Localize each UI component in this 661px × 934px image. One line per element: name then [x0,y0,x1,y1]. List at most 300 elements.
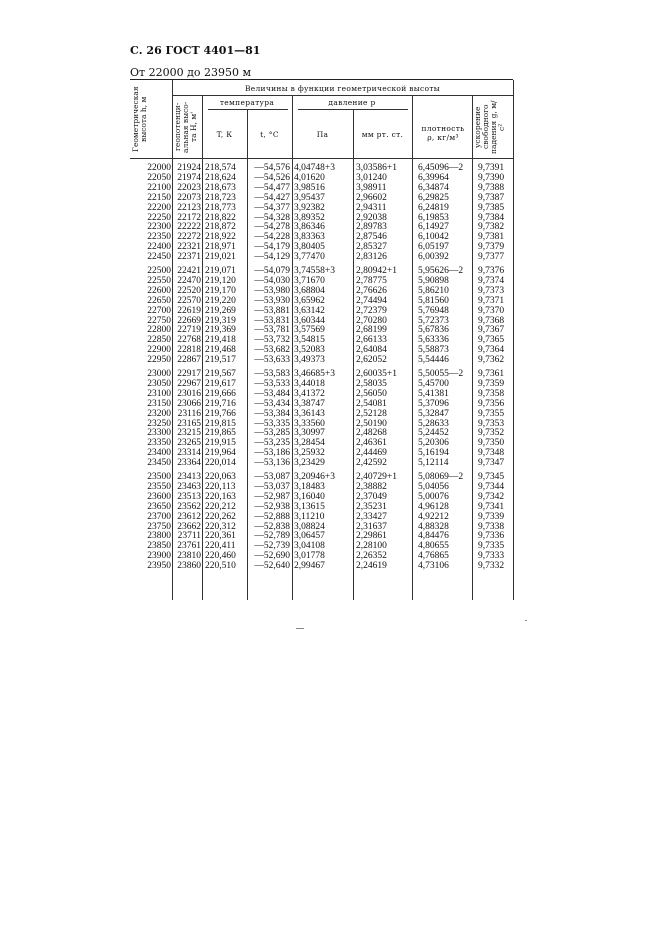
cell-density: 4,73106 [418,561,449,572]
cell-gravity: 9,7387 [478,192,505,203]
cell-geometric-height: 23600 [147,491,171,502]
cell-temp-c: —53,384 [254,408,290,419]
atmosphere-table [130,79,513,600]
cell-gravity: 9,7341 [478,501,505,512]
cell-temp-c: —54,477 [254,182,290,193]
cell-gravity: 9,7391 [478,163,505,173]
cell-temp-k: 219,369 [205,325,236,336]
cell-pressure-pa: 3,46685+3 [294,369,335,379]
cell-geopotential-height: 22321 [177,242,201,253]
cell-gravity: 9,7381 [478,232,505,243]
cell-temp-k: 220,014 [205,458,236,469]
cell-pressure-pa: 3,13615 [294,501,325,512]
cell-geopotential-height: 22570 [177,295,201,306]
cell-density: 5,95626—2 [418,266,464,276]
cell-geopotential-height: 22470 [177,275,201,286]
cell-temp-k: 219,617 [205,378,236,389]
cell-geopotential-height: 22222 [177,222,201,233]
cell-density: 5,41381 [418,388,449,399]
cell-geometric-height: 23500 [147,472,171,482]
cell-gravity: 9,7364 [478,345,505,356]
cell-density: 6,14927 [418,222,449,233]
cell-density: 5,86210 [418,285,449,296]
cell-temp-c: —53,781 [254,325,290,336]
cell-geometric-height: 23850 [147,541,171,552]
cell-pressure-mmhg: 2,74494 [356,295,387,306]
cell-pressure-pa: 3,63142 [294,305,325,316]
cell-geometric-height: 23200 [147,408,171,419]
cell-temp-k: 218,673 [205,182,236,193]
cell-temp-c: —53,633 [254,355,290,366]
cell-density: 5,90898 [418,275,449,286]
cell-geopotential-height: 23463 [177,481,201,492]
cell-temp-c: —54,328 [254,212,290,223]
cell-pressure-mmhg: 2,38882 [356,481,387,492]
cell-density: 5,50055—2 [418,369,464,379]
cell-gravity: 9,7358 [478,388,505,399]
cell-pressure-mmhg: 2,78775 [356,275,387,286]
cell-gravity: 9,7352 [478,428,505,439]
cell-density: 5,04056 [418,481,449,492]
cell-pressure-mmhg: 2,33427 [356,511,387,522]
cell-temp-c: —53,980 [254,285,290,296]
cell-density: 4,88328 [418,521,449,532]
cell-pressure-pa: 3,77470 [294,252,325,263]
cell-geopotential-height: 23761 [177,541,201,552]
scan-mark [296,628,304,629]
cell-temp-c: —53,682 [254,345,290,356]
cell-geometric-height: 23250 [147,418,171,429]
cell-gravity: 9,7385 [478,202,505,213]
cell-density: 6,10042 [418,232,449,243]
cell-pressure-mmhg: 2,35231 [356,501,387,512]
cell-temp-c: —52,789 [254,531,290,542]
cell-pressure-mmhg: 2,94311 [356,202,387,213]
cell-pressure-mmhg: 3,98911 [356,182,387,193]
cell-temp-k: 218,723 [205,192,236,203]
cell-pressure-mmhg: 2,62052 [356,355,387,366]
cell-density: 5,32847 [418,408,449,419]
cell-geometric-height: 22600 [147,285,171,296]
cell-temp-c: —54,377 [254,202,290,213]
cell-pressure-pa: 3,95437 [294,192,325,203]
cell-temp-c: —53,831 [254,315,290,326]
cell-pressure-mmhg: 2,72379 [356,305,387,316]
cell-pressure-pa: 3,16040 [294,491,325,502]
cell-density: 5,24452 [418,428,449,439]
cell-temp-c: —52,739 [254,541,290,552]
scan-mark [525,620,527,621]
cell-geopotential-height: 22172 [177,212,201,223]
cell-density: 5,37096 [418,398,449,409]
cell-pressure-pa: 3,44018 [294,378,325,389]
cell-geopotential-height: 22818 [177,345,201,356]
cell-pressure-pa: 3,11210 [294,511,325,522]
cell-temp-c: —54,278 [254,222,290,233]
cell-density: 6,45096—2 [418,163,464,173]
header-geometric-height: Геометрическая высота h, м [131,86,148,152]
cell-gravity: 9,7344 [478,481,505,492]
cell-geometric-height: 22700 [147,305,171,316]
cell-density: 5,54446 [418,355,449,366]
cell-gravity: 9,7336 [478,531,505,542]
altitude-range: От 22000 до 23950 м [130,66,252,79]
cell-geopotential-height: 22967 [177,378,201,389]
cell-geometric-height: 22000 [147,163,171,173]
cell-geometric-height: 23550 [147,481,171,492]
cell-temp-c: —53,037 [254,481,290,492]
cell-temp-k: 219,418 [205,335,236,346]
cell-temp-c: —53,732 [254,335,290,346]
cell-gravity: 9,7371 [478,295,505,306]
cell-geometric-height: 23450 [147,458,171,469]
header-pressure: давление p [328,98,376,107]
cell-pressure-mmhg: 2,29861 [356,531,387,542]
cell-density: 5,63336 [418,335,449,346]
cell-pressure-pa: 4,04748+3 [294,163,335,173]
cell-temp-k: 219,319 [205,315,236,326]
cell-geometric-height: 23050 [147,378,171,389]
cell-gravity: 9,7367 [478,325,505,336]
cell-gravity: 9,7356 [478,398,505,409]
cell-temp-k: 218,773 [205,202,236,213]
cell-pressure-pa: 3,23429 [294,458,325,469]
cell-geopotential-height: 23016 [177,388,201,399]
cell-geometric-height: 23150 [147,398,171,409]
cell-geometric-height: 23400 [147,448,171,459]
cell-density: 6,39964 [418,172,449,183]
cell-geometric-height: 23000 [147,369,171,379]
cell-temp-k: 219,220 [205,295,236,306]
cell-gravity: 9,7361 [478,369,505,379]
cell-geopotential-height: 21974 [177,172,201,183]
cell-gravity: 9,7365 [478,335,505,346]
cell-temp-c: —54,526 [254,172,290,183]
cell-geometric-height: 23800 [147,531,171,542]
cell-gravity: 9,7362 [478,355,505,366]
cell-temp-c: —53,434 [254,398,290,409]
cell-density: 4,84476 [418,531,449,542]
cell-temp-k: 220,312 [205,521,236,532]
cell-density: 5,00076 [418,491,449,502]
cell-temp-c: —53,533 [254,378,290,389]
cell-pressure-pa: 4,01620 [294,172,325,183]
cell-gravity: 9,7338 [478,521,505,532]
cell-pressure-pa: 3,86346 [294,222,325,233]
cell-geopotential-height: 23662 [177,521,201,532]
cell-temp-k: 220,411 [205,541,236,552]
cell-geometric-height: 22200 [147,202,171,213]
cell-gravity: 9,7353 [478,418,505,429]
cell-temp-c: —52,690 [254,551,290,562]
cell-temp-k: 220,460 [205,551,236,562]
cell-temp-k: 219,865 [205,428,236,439]
cell-pressure-mmhg: 2,26352 [356,551,387,562]
cell-geopotential-height: 22421 [177,266,201,276]
cell-pressure-pa: 3,18483 [294,481,325,492]
cell-geometric-height: 22150 [147,192,171,203]
cell-pressure-mmhg: 2,28100 [356,541,387,552]
cell-pressure-mmhg: 2,42592 [356,458,387,469]
cell-geometric-height: 22850 [147,335,171,346]
header-pressure-pa: Па [316,130,329,139]
cell-temp-k: 219,170 [205,285,236,296]
header-group-title: Величины в функции геометрической высоты [244,84,441,93]
cell-geopotential-height: 22023 [177,182,201,193]
cell-geometric-height: 22100 [147,182,171,193]
cell-geopotential-height: 23562 [177,501,201,512]
cell-temp-c: —54,079 [254,266,290,276]
cell-geometric-height: 22050 [147,172,171,183]
cell-gravity: 9,7368 [478,315,505,326]
cell-geopotential-height: 23314 [177,448,201,459]
cell-temp-c: —54,179 [254,242,290,253]
cell-pressure-pa: 3,92382 [294,202,325,213]
cell-temp-c: —54,576 [254,163,290,173]
cell-geometric-height: 22500 [147,266,171,276]
cell-geopotential-height: 23066 [177,398,201,409]
cell-temp-c: —54,427 [254,192,290,203]
cell-temp-k: 220,212 [205,501,236,512]
cell-temp-c: —54,228 [254,232,290,243]
cell-pressure-pa: 3,41372 [294,388,325,399]
header-temp-k: T, К [216,130,233,139]
cell-pressure-mmhg: 2,70280 [356,315,387,326]
cell-pressure-mmhg: 3,03586+1 [356,163,397,173]
cell-geopotential-height: 23711 [177,531,201,542]
cell-pressure-mmhg: 2,64084 [356,345,387,356]
cell-pressure-mmhg: 2,76626 [356,285,387,296]
cell-gravity: 9,7345 [478,472,505,482]
cell-pressure-mmhg: 2,80942+1 [356,266,397,276]
cell-temp-k: 218,624 [205,172,236,183]
cell-temp-c: —52,938 [254,501,290,512]
cell-geometric-height: 22900 [147,345,171,356]
cell-geopotential-height: 22669 [177,315,201,326]
cell-temp-k: 220,510 [205,561,236,572]
cell-density: 5,72373 [418,315,449,326]
cell-pressure-pa: 3,68804 [294,285,325,296]
cell-temp-c: —52,838 [254,521,290,532]
cell-density: 4,76865 [418,551,449,562]
cell-temp-c: —53,186 [254,448,290,459]
cell-density: 5,20306 [418,438,449,449]
cell-pressure-mmhg: 2,85327 [356,242,387,253]
cell-temp-c: —53,583 [254,369,290,379]
cell-gravity: 9,7347 [478,458,505,469]
cell-density: 4,80655 [418,541,449,552]
cell-gravity: 9,7388 [478,182,505,193]
cell-pressure-mmhg: 2,48268 [356,428,387,439]
cell-geopotential-height: 22867 [177,355,201,366]
cell-pressure-mmhg: 2,31637 [356,521,387,532]
cell-temp-c: —53,087 [254,472,290,482]
cell-gravity: 9,7342 [478,491,505,502]
header-temperature: температура [219,98,275,107]
cell-temp-k: 219,915 [205,438,236,449]
cell-temp-c: —52,987 [254,491,290,502]
cell-pressure-mmhg: 2,44469 [356,448,387,459]
cell-gravity: 9,7379 [478,242,505,253]
cell-geometric-height: 22450 [147,252,171,263]
cell-geometric-height: 23300 [147,428,171,439]
cell-pressure-pa: 3,38747 [294,398,325,409]
cell-pressure-pa: 3,30997 [294,428,325,439]
cell-pressure-mmhg: 2,50190 [356,418,387,429]
cell-temp-c: —53,484 [254,388,290,399]
cell-gravity: 9,7384 [478,212,505,223]
cell-density: 5,12114 [418,458,449,469]
cell-geometric-height: 22650 [147,295,171,306]
cell-pressure-pa: 3,98516 [294,182,325,193]
cell-temp-k: 218,922 [205,232,236,243]
cell-density: 6,29825 [418,192,449,203]
cell-temp-k: 219,021 [205,252,236,263]
cell-temp-c: —54,129 [254,252,290,263]
cell-gravity: 9,7382 [478,222,505,233]
cell-density: 6,34874 [418,182,449,193]
cell-temp-k: 219,964 [205,448,236,459]
cell-geopotential-height: 22123 [177,202,201,213]
cell-temp-k: 219,567 [205,369,236,379]
cell-geometric-height: 22350 [147,232,171,243]
cell-geopotential-height: 23165 [177,418,201,429]
cell-pressure-mmhg: 2,54081 [356,398,387,409]
cell-geometric-height: 23350 [147,438,171,449]
cell-pressure-mmhg: 2,68199 [356,325,387,336]
cell-pressure-mmhg: 2,96602 [356,192,387,203]
cell-density: 4,92212 [418,511,449,522]
cell-density: 5,16194 [418,448,449,459]
cell-temp-k: 219,120 [205,275,236,286]
cell-geopotential-height: 23612 [177,511,201,522]
cell-pressure-pa: 3,60344 [294,315,325,326]
cell-temp-k: 219,468 [205,345,236,356]
cell-gravity: 9,7370 [478,305,505,316]
cell-pressure-pa: 3,36143 [294,408,325,419]
cell-density: 5,45700 [418,378,449,389]
cell-geopotential-height: 22619 [177,305,201,316]
header-density: плотность ρ, кг/м³ [421,124,465,142]
cell-pressure-mmhg: 2,40729+1 [356,472,397,482]
cell-temp-k: 219,666 [205,388,236,399]
cell-temp-k: 220,262 [205,511,236,522]
cell-density: 5,67836 [418,325,449,336]
cell-pressure-mmhg: 2,52128 [356,408,387,419]
cell-geopotential-height: 22719 [177,325,201,336]
cell-temp-c: —53,285 [254,428,290,439]
cell-geometric-height: 22300 [147,222,171,233]
cell-pressure-pa: 3,80405 [294,242,325,253]
cell-density: 5,08069—2 [418,472,464,482]
cell-geopotential-height: 23513 [177,491,201,502]
cell-gravity: 9,7350 [478,438,505,449]
cell-gravity: 9,7376 [478,266,505,276]
cell-geopotential-height: 23413 [177,472,201,482]
cell-temp-k: 219,815 [205,418,236,429]
cell-geometric-height: 22750 [147,315,171,326]
cell-density: 6,00392 [418,252,449,263]
cell-geometric-height: 23700 [147,511,171,522]
cell-temp-k: 220,063 [205,472,236,482]
header-geopotential-height: геопотенци-альная высо-та H, м' [173,101,198,153]
cell-temp-c: —52,640 [254,561,290,572]
cell-geopotential-height: 23116 [177,408,201,419]
cell-temp-k: 219,716 [205,398,236,409]
cell-gravity: 9,7390 [478,172,505,183]
cell-geopotential-height: 22272 [177,232,201,243]
cell-temp-c: —52,888 [254,511,290,522]
cell-temp-k: 219,517 [205,355,236,366]
cell-pressure-mmhg: 2,83126 [356,252,387,263]
cell-geometric-height: 23100 [147,388,171,399]
cell-gravity: 9,7374 [478,275,505,286]
cell-temp-k: 220,361 [205,531,236,542]
cell-pressure-pa: 3,83363 [294,232,325,243]
cell-geopotential-height: 23810 [177,551,201,562]
cell-pressure-mmhg: 2,60035+1 [356,369,397,379]
cell-geopotential-height: 23265 [177,438,201,449]
cell-geometric-height: 22950 [147,355,171,366]
cell-pressure-pa: 3,89352 [294,212,325,223]
cell-geometric-height: 23750 [147,521,171,532]
cell-geopotential-height: 22520 [177,285,201,296]
cell-geopotential-height: 23215 [177,428,201,439]
cell-temp-k: 218,971 [205,242,236,253]
cell-temp-k: 220,163 [205,491,236,502]
cell-pressure-pa: 3,08824 [294,521,325,532]
cell-pressure-mmhg: 2,92038 [356,212,387,223]
cell-temp-c: —53,930 [254,295,290,306]
cell-gravity: 9,7359 [478,378,505,389]
cell-gravity: 9,7339 [478,511,505,522]
cell-geometric-height: 22400 [147,242,171,253]
cell-pressure-pa: 3,65962 [294,295,325,306]
cell-pressure-pa: 3,20946+3 [294,472,335,482]
cell-temp-k: 218,872 [205,222,236,233]
cell-geometric-height: 23900 [147,551,171,562]
page-reference: С. 26 ГОСТ 4401—81 [130,44,261,57]
cell-pressure-pa: 3,57569 [294,325,325,336]
cell-pressure-pa: 3,06457 [294,531,325,542]
cell-pressure-mmhg: 2,58035 [356,378,387,389]
cell-pressure-mmhg: 2,46361 [356,438,387,449]
cell-temp-k: 218,822 [205,212,236,223]
cell-geometric-height: 22250 [147,212,171,223]
cell-pressure-pa: 3,33560 [294,418,325,429]
cell-pressure-pa: 3,52083 [294,345,325,356]
cell-temp-k: 219,071 [205,266,236,276]
cell-pressure-pa: 3,01778 [294,551,325,562]
cell-density: 6,24819 [418,202,449,213]
cell-temp-k: 218,574 [205,163,236,173]
cell-pressure-mmhg: 2,24619 [356,561,387,572]
cell-pressure-pa: 3,04108 [294,541,325,552]
cell-temp-k: 220,113 [205,481,236,492]
cell-pressure-pa: 2,99467 [294,561,325,572]
cell-gravity: 9,7335 [478,541,505,552]
cell-pressure-mmhg: 2,66133 [356,335,387,346]
cell-pressure-mmhg: 3,01240 [356,172,387,183]
cell-temp-k: 219,269 [205,305,236,316]
cell-pressure-pa: 3,71670 [294,275,325,286]
cell-pressure-mmhg: 2,37049 [356,491,387,502]
header-temp-c: t, °С [260,130,279,139]
cell-density: 5,76948 [418,305,449,316]
cell-pressure-pa: 3,74558+3 [294,266,335,276]
cell-temp-c: —53,335 [254,418,290,429]
cell-pressure-mmhg: 2,56050 [356,388,387,399]
